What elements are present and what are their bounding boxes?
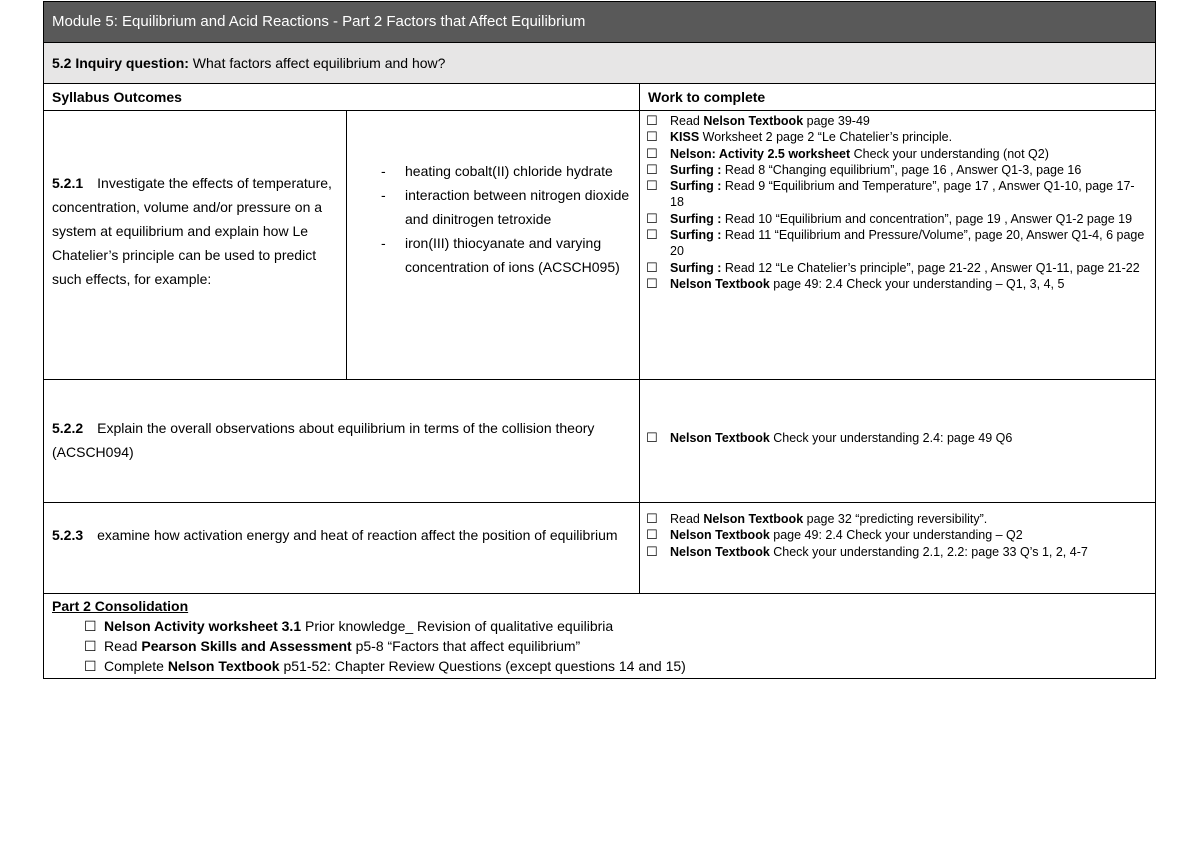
outcome-examples — [347, 111, 639, 379]
task-item: ☐ Surfing : Read 12 “Le Chatelier’s principle”, page 21-22 , Answer Q1-11, page 21-22 — [646, 259, 1140, 275]
example-item: - interaction between nitrogen dioxide and dinitrogen tetroxide — [381, 183, 633, 231]
task-list — [640, 503, 1155, 593]
outcome-row-5-2-3 — [44, 503, 1155, 594]
task-item: ☐ Nelson: Activity 2.5 worksheet Check your understanding (not Q2) — [646, 145, 1049, 161]
checkbox[interactable]: ☐ — [646, 210, 658, 226]
checkbox[interactable]: ☐ — [646, 259, 658, 275]
task-item: ☐ Nelson Textbook Check your understanding 2.1, 2.2: page 33 Q’s 1, 2, 4-7 — [646, 543, 1088, 559]
example-item: - iron(III) thiocyanate and varying concentration of ions (ACSCH095) — [381, 231, 633, 279]
task-item: ☐ Nelson Textbook Check your understanding 2.4: page 49 Q6 — [646, 430, 1013, 445]
checkbox[interactable]: ☐ — [646, 275, 658, 291]
task-item: ☐ Surfing : Read 8 “Changing equilibrium”, page 16 , Answer Q1-3, page 16 — [646, 161, 1082, 177]
task-list — [640, 380, 1155, 502]
checkbox[interactable]: ☐ — [646, 511, 658, 526]
consolidation-section — [44, 594, 1155, 678]
checkbox[interactable]: ☐ — [646, 161, 658, 177]
consolidation-item: ☐ Complete Nelson Textbook p51-52: Chapter Review Questions (except questions 14 and 15) — [84, 658, 686, 674]
task-item: ☐ Surfing : Read 11 “Equilibrium and Pressure/Volume”, page 20, Answer Q1-4, 6 page 20 — [646, 227, 1145, 259]
task-item: ☐ KISS Worksheet 2 page 2 “Le Chatelier’s principle. — [646, 129, 953, 145]
outcome-description — [44, 111, 347, 379]
task-item: ☐ Surfing : Read 9 “Equilibrium and Temperature”, page 17 , Answer Q1-10, page 17-18 — [646, 178, 1135, 210]
inquiry-label: 5.2 Inquiry question: — [52, 55, 189, 71]
outcome-text: Explain the overall observations about equilibrium in terms of the collision theory (ACSCH094) — [52, 420, 595, 460]
worksheet-table — [43, 1, 1156, 679]
outcome-number: 5.2.2 — [52, 420, 84, 436]
table-header-row — [44, 84, 1155, 111]
checkbox[interactable]: ☐ — [646, 178, 658, 194]
checkbox[interactable]: ☐ — [84, 638, 97, 654]
header-work-to-complete: Work to complete — [648, 89, 766, 105]
checkbox[interactable]: ☐ — [646, 129, 658, 145]
outcome-text: Investigate the effects of temperature, concentration, volume and/or pressure on a system at equilibrium and explain how Le Chatelier’s principle can be used to predict such effects, for example: — [52, 175, 332, 287]
inquiry-text: What factors affect equilibrium and how? — [192, 55, 446, 71]
outcome-number: 5.2.3 — [52, 527, 84, 543]
checkbox[interactable]: ☐ — [646, 527, 658, 543]
checkbox[interactable]: ☐ — [646, 113, 658, 128]
consolidation-item: ☐ Nelson Activity worksheet 3.1 Prior knowledge_ Revision of qualitative equilibria — [84, 618, 614, 634]
task-item: ☐ Read Nelson Textbook page 39-49 — [646, 113, 870, 128]
task-item: ☐ Surfing : Read 10 “Equilibrium and concentration”, page 19 , Answer Q1-2 page 19 — [646, 210, 1133, 226]
outcome-text: examine how activation energy and heat of reaction affect the position of equilibrium — [97, 527, 618, 543]
example-item: - heating cobalt(II) chloride hydrate — [381, 159, 633, 183]
checkbox[interactable]: ☐ — [646, 227, 658, 243]
consolidation-heading: Part 2 Consolidation — [52, 598, 189, 614]
task-list — [640, 111, 1155, 379]
outcome-row-5-2-2 — [44, 380, 1155, 503]
consolidation-item: ☐ Read Pearson Skills and Assessment p5-8 “Factors that affect equilibrium” — [84, 638, 581, 654]
task-item: ☐ Nelson Textbook page 49: 2.4 Check your understanding – Q2 — [646, 527, 1023, 543]
checkbox[interactable]: ☐ — [646, 145, 658, 161]
checkbox[interactable]: ☐ — [646, 430, 658, 445]
checkbox[interactable]: ☐ — [646, 543, 658, 559]
inquiry-question — [44, 43, 1155, 84]
outcome-description — [44, 503, 640, 593]
task-item: ☐ Nelson Textbook page 49: 2.4 Check your understanding – Q1, 3, 4, 5 — [646, 275, 1065, 291]
header-syllabus-outcomes: Syllabus Outcomes — [44, 84, 640, 110]
outcome-number: 5.2.1 — [52, 175, 84, 191]
module-title: Module 5: Equilibrium and Acid Reactions - Part 2 Factors that Affect Equilibrium — [44, 2, 1155, 43]
checkbox[interactable]: ☐ — [84, 658, 97, 674]
checkbox[interactable]: ☐ — [84, 618, 97, 634]
outcome-description — [44, 380, 640, 502]
task-item: ☐ Read Nelson Textbook page 32 “predicting reversibility”. — [646, 511, 988, 526]
outcome-row-5-2-1 — [44, 111, 1155, 380]
